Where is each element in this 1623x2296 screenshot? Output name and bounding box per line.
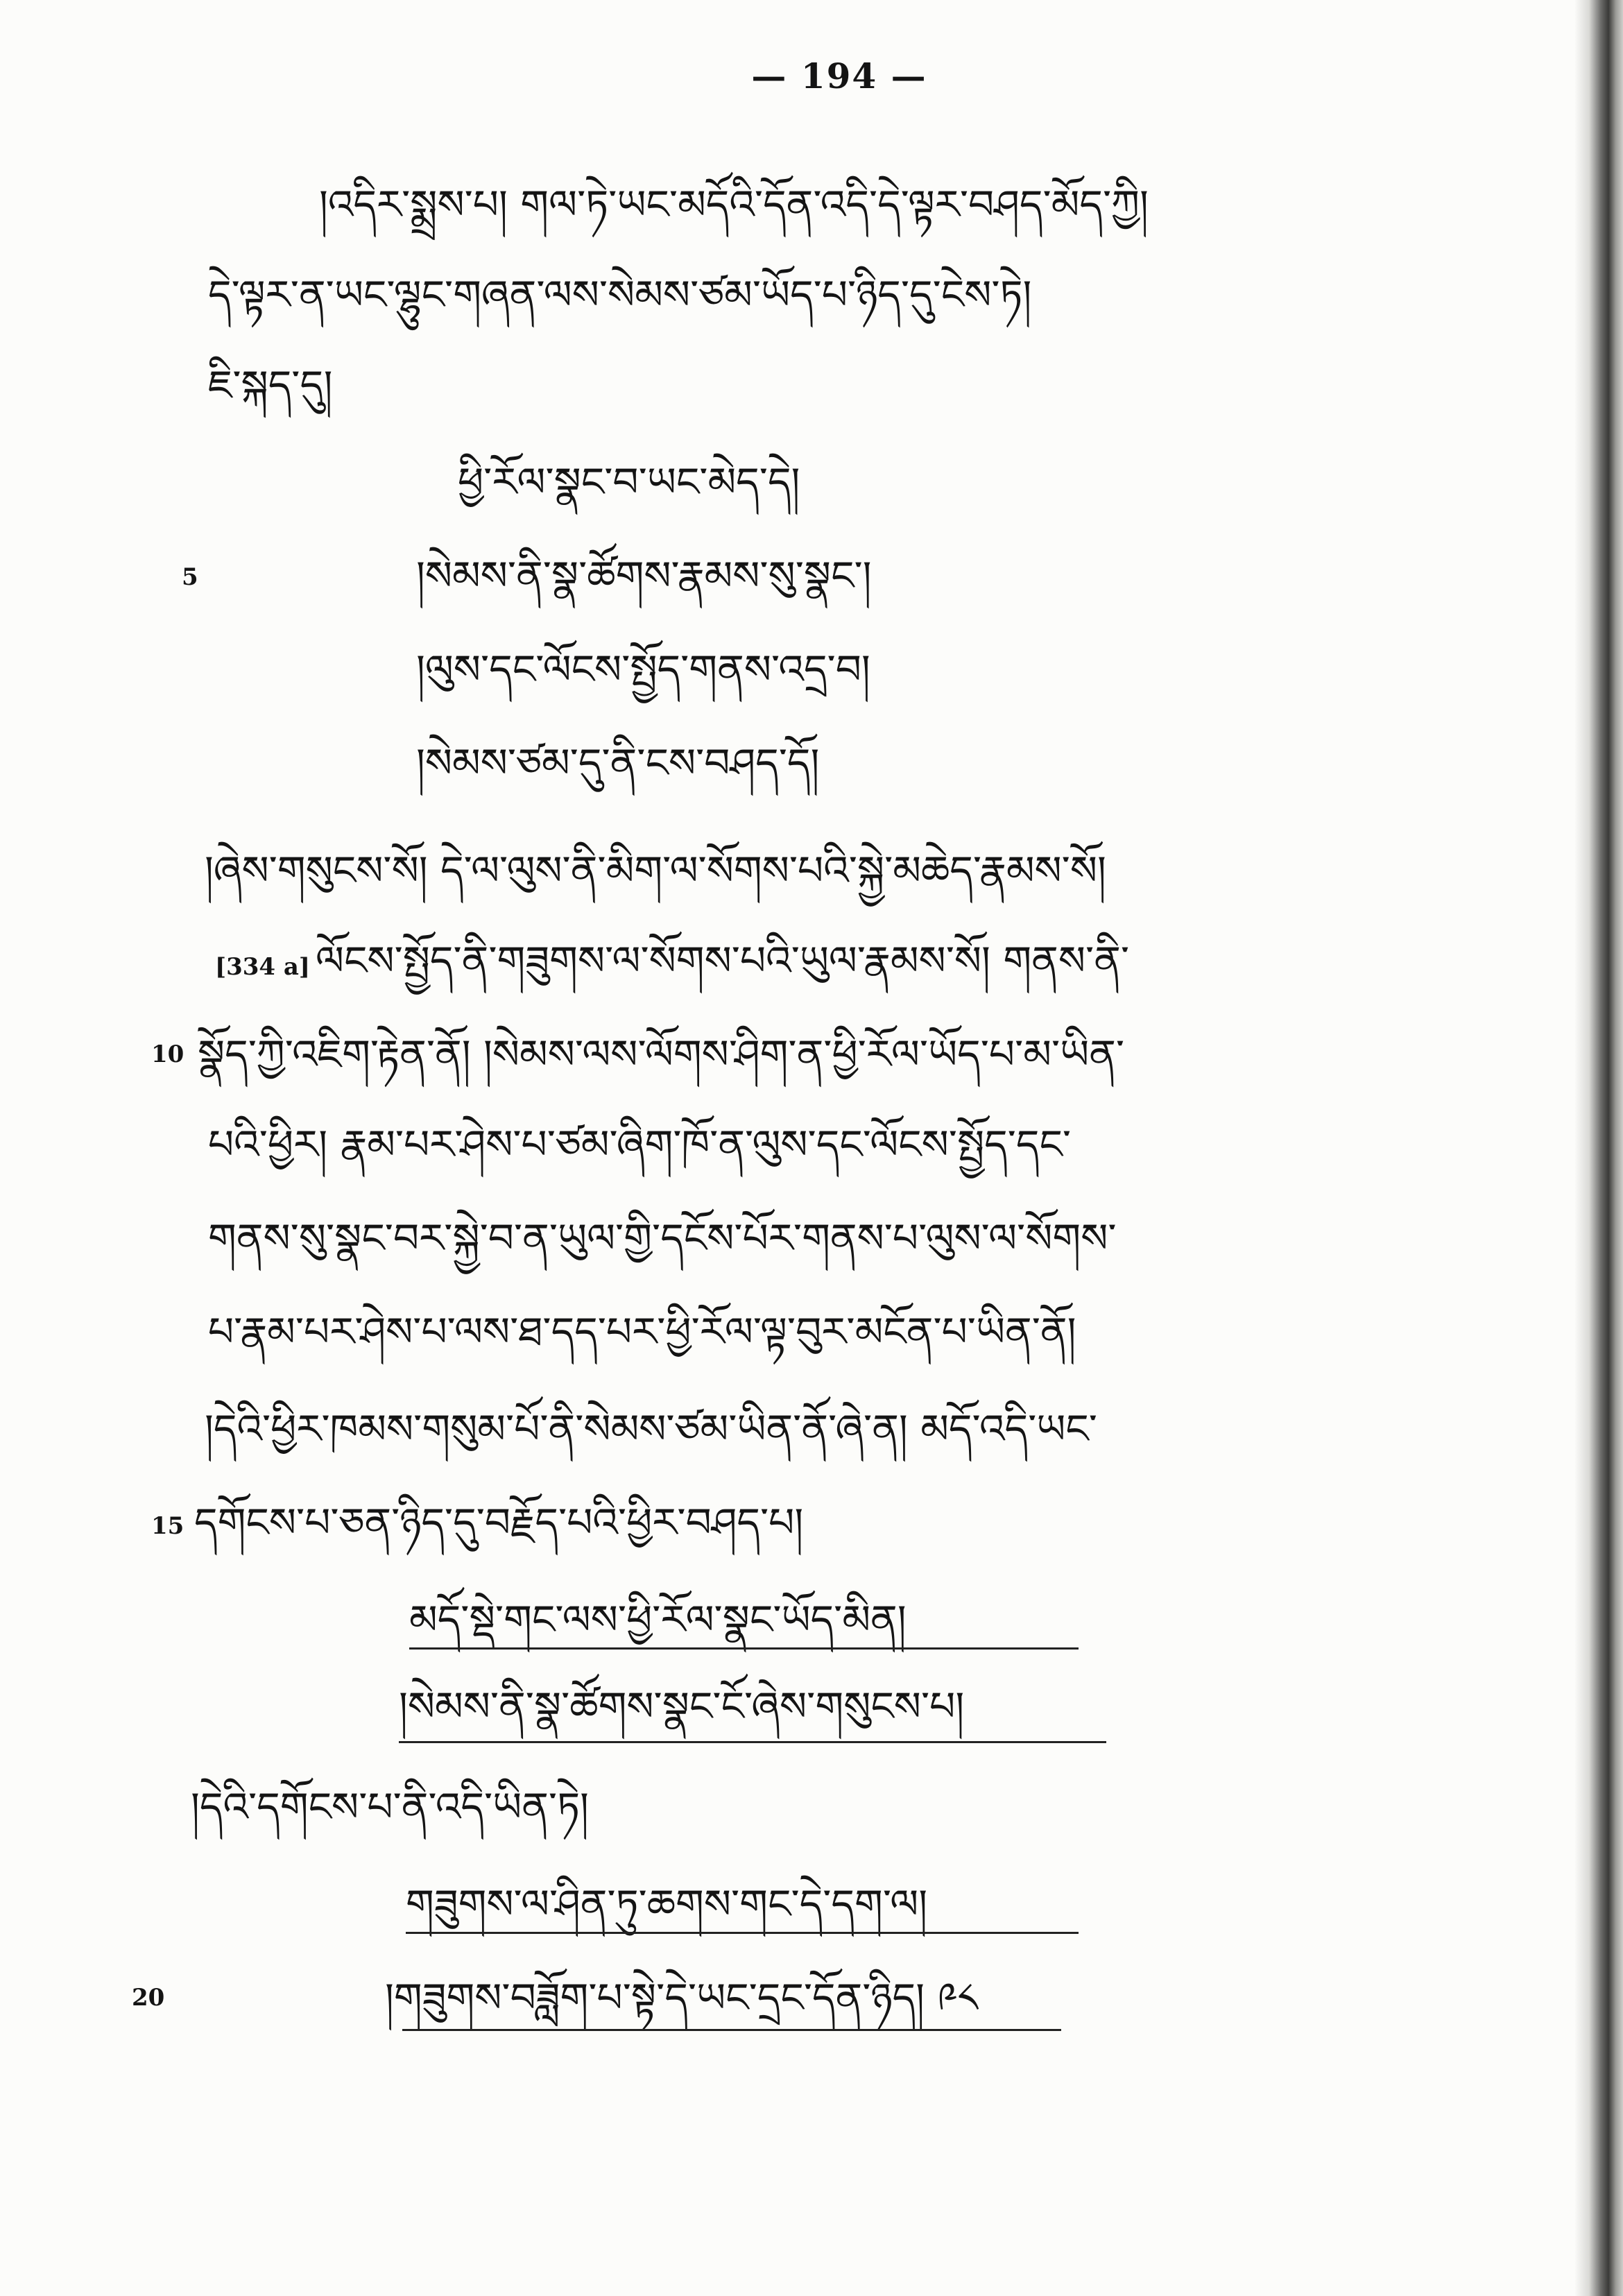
text-line-15: དགོངས་པ་ཅན་ཉིད་དུ་བརྗོད་པའི་ཕྱིར་བཤད་པ། xyxy=(194,1499,804,1546)
text-line-3: ཇི་སྐད་དུ། xyxy=(208,361,333,409)
verse-underline-2 xyxy=(399,1741,1106,1743)
folio-marker: [334 a] xyxy=(215,953,311,981)
text-line-11: པའི་ཕྱིར། རྣམ་པར་ཤེས་པ་ཙམ་ཞིག་ཁོ་ན་ལུས་དང་ལོངས་སྤྱོད་དང་ xyxy=(208,1121,1072,1168)
text-line-20: །གཟུགས་བཟློག་པ་སྟེ་དེ་ཡང་དྲང་དོན་ཉིད། ༩༨ xyxy=(385,1974,979,2021)
text-line-13: པ་རྣམ་པར་ཤེས་པ་ལས་ཐ་དད་པར་ཕྱི་རོལ་ལྟ་བུར་མངོན་པ་ཡིན་ནོ། xyxy=(208,1308,1076,1355)
text-line-10: སྣོད་ཀྱི་འཇིག་རྟེན་ནོ། །སེམས་ལས་ལོགས་ཤིག་ན་ཕྱི་རོལ་ཡོད་པ་མ་ཡིན་ xyxy=(198,1031,1125,1078)
text-line-6: །ལུས་དང་ལོངས་སྤྱོད་གནས་འདྲ་བ། xyxy=(416,646,870,693)
line-number-5: 5 xyxy=(182,563,198,591)
book-spine-shadow xyxy=(1574,0,1623,2296)
line-number-15: 15 xyxy=(151,1512,184,1540)
text-line-4: ཕྱི་རོལ་སྣང་བ་ཡང་མེད་དེ། xyxy=(458,459,800,506)
text-line-2: དེ་ལྟར་ན་ཡང་ལྷུང་གཞན་ལས་སེམས་ཙམ་ཡོད་པ་ཉིད་དུ་ངེས་ཏེ། xyxy=(208,271,1032,318)
text-line-17: །སེམས་ནི་སྣ་ཚོགས་སྣང་ངོ་ཞེས་གསུངས་པ། xyxy=(399,1683,965,1730)
text-line-19: གཟུགས་ལ་ཤིན་ཏུ་ཆགས་གང་དེ་དག་ལ། xyxy=(406,1881,928,1928)
text-line-12: གནས་སུ་སྣང་བར་སྐྱེ་བ་ན་ཡུལ་གྱི་དངོས་པོར་གནས་པ་ལུས་ལ་སོགས་ xyxy=(208,1215,1117,1262)
text-line-14: །དེའི་ཕྱིར་ཁམས་གསུམ་པོ་ནི་སེམས་ཙམ་ཡིན་ནོ་ཞེ་ན། མདོ་འདི་ཡང་ xyxy=(205,1405,1097,1453)
text-line-16: མདོ་སྡེ་གང་ལས་ཕྱི་རོལ་སྣང་ཡོད་མིན། xyxy=(409,1596,907,1643)
text-line-5: །སེམས་ནི་སྣ་ཚོགས་རྣམས་སུ་སྣང་། xyxy=(416,552,872,599)
line-number-20: 20 xyxy=(132,1984,165,2012)
verse-underline-4 xyxy=(402,2029,1061,2031)
text-line-9-text: ལོངས་སྤྱོད་ནི་གཟུགས་ལ་སོགས་པའི་ཡུལ་རྣམས་སོ། གནས་ནི་ xyxy=(316,937,1130,984)
text-line-1: །འདིར་སྨྲས་པ། གལ་ཏེ་ཡང་མདོའི་དོན་འདི་དེ་ལྟར་བཤད་མོད་ཀྱི། xyxy=(319,181,1149,228)
text-line-7: །སེམས་ཙམ་དུ་ནི་ངས་བཤད་དོ། xyxy=(416,739,820,787)
text-line-8: །ཞེས་གསུངས་སོ། དེ་ལ་ལུས་ནི་མིག་ལ་སོགས་པའི་སྐྱེ་མཆེད་རྣམས་སོ། xyxy=(205,847,1106,894)
verse-underline-3 xyxy=(406,1932,1079,1934)
text-line-9 xyxy=(215,933,1129,988)
text-line-18: །དེའི་དགོངས་པ་ནི་འདི་ཡིན་ཏེ། xyxy=(191,1783,589,1831)
verse-underline-1 xyxy=(409,1647,1079,1650)
page-number: — 194 — xyxy=(751,55,927,96)
line-number-10: 10 xyxy=(151,1040,184,1068)
